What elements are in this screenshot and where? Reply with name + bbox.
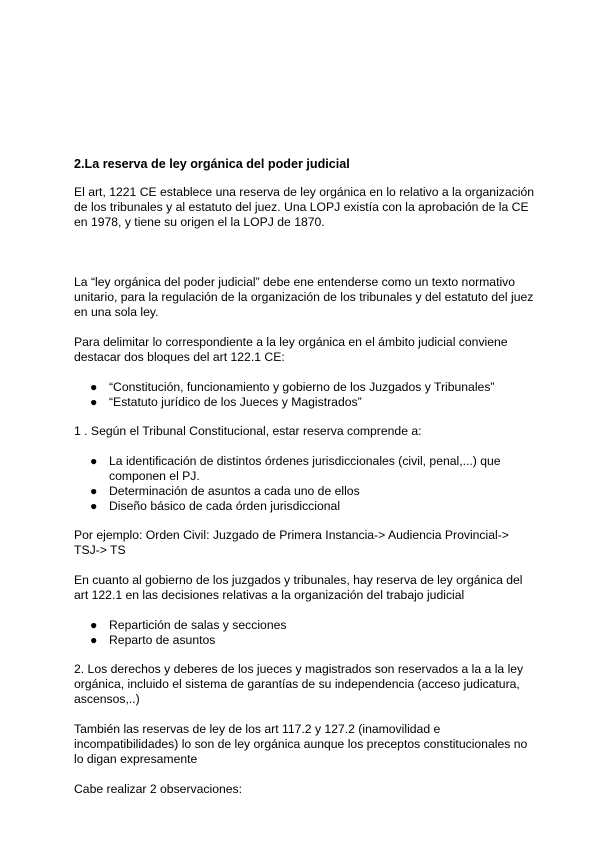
- paragraph-intro: El art, 1221 CE establece una reserva de ley orgánica en lo relativo a la organización de los tribunales y al estatuto del juez. Una LOPJ existía con la aprobación de la CE en 1978, y tiene su origen el la LOPJ de 1870.: [74, 185, 535, 229]
- bullet-icon: ●: [90, 633, 98, 647]
- bullet-icon: ●: [90, 484, 98, 498]
- bullet-icon: ●: [90, 454, 98, 468]
- bullet-icon: ●: [90, 499, 98, 513]
- bullet-list-bloques: [74, 380, 534, 410]
- document-page: [74, 157, 534, 797]
- paragraph-gobierno: En cuanto al gobierno de los juzgados y tribunales, hay reserva de ley orgánica del art 122.1 en las decisiones relativas a la organización del trabajo judicial: [74, 573, 523, 602]
- section-heading: 2.La reserva de ley orgánica del poder judicial: [74, 157, 350, 171]
- paragraph-bloques: Para delimitar lo correspondiente a la ley orgánica en el ámbito judicial conviene destacar dos bloques del art 122.1 CE:: [74, 335, 508, 364]
- paragraph-observaciones: Cabe realizar 2 observaciones:: [74, 782, 243, 796]
- paragraph-ejemplo: Por ejemplo: Orden Civil: Juzgado de Primera Instancia-> Audiencia Provincial-> TSJ-> TS: [74, 528, 509, 557]
- bullet-list-gobierno: [74, 618, 534, 648]
- list-item: ● Determinación de asuntos a cada uno de ellos: [90, 484, 360, 498]
- paragraph-reservas: También las reservas de ley de los art 117.2 y 127.2 (inamovilidad e incompatibilidades) lo son de ley orgánica aunque los preceptos constitucionales no lo digan expresamente: [74, 722, 528, 766]
- list-item: ● “Estatuto jurídico de los Jueces y Magistrados”: [90, 395, 362, 409]
- paragraph-tc: 1 . Según el Tribunal Constitucional, estar reserva comprende a:: [74, 424, 422, 438]
- bullet-list-reserva: [74, 454, 534, 514]
- list-item: ● Reparto de asuntos: [90, 633, 216, 647]
- bullet-icon: ●: [90, 380, 98, 394]
- bullet-icon: ●: [90, 395, 98, 409]
- paragraph-lopj-definition: La “ley orgánica del poder judicial” debe ene entenderse como un texto normativo unitario, para la regulación de la organización de los tribunales y del estatuto del juez en una sola ley.: [74, 275, 534, 319]
- list-item: ● Repartición de salas y secciones: [90, 618, 287, 632]
- list-item: ● La identificación de distintos órdenes jurisdiccionales (civil, penal,...) que componen el PJ.: [90, 454, 501, 483]
- list-item: ● Diseño básico de cada órden jurisdiccional: [90, 499, 341, 513]
- list-item: ● “Constitución, funcionamiento y gobierno de los Juzgados y Tribunales”: [90, 380, 495, 394]
- bullet-icon: ●: [90, 618, 98, 632]
- paragraph-derechos: 2. Los derechos y deberes de los jueces y magistrados son reservados a la a la ley orgánica, incluido el sistema de garantías de su independencia (acceso judicatura, ascensos,..): [74, 662, 524, 706]
